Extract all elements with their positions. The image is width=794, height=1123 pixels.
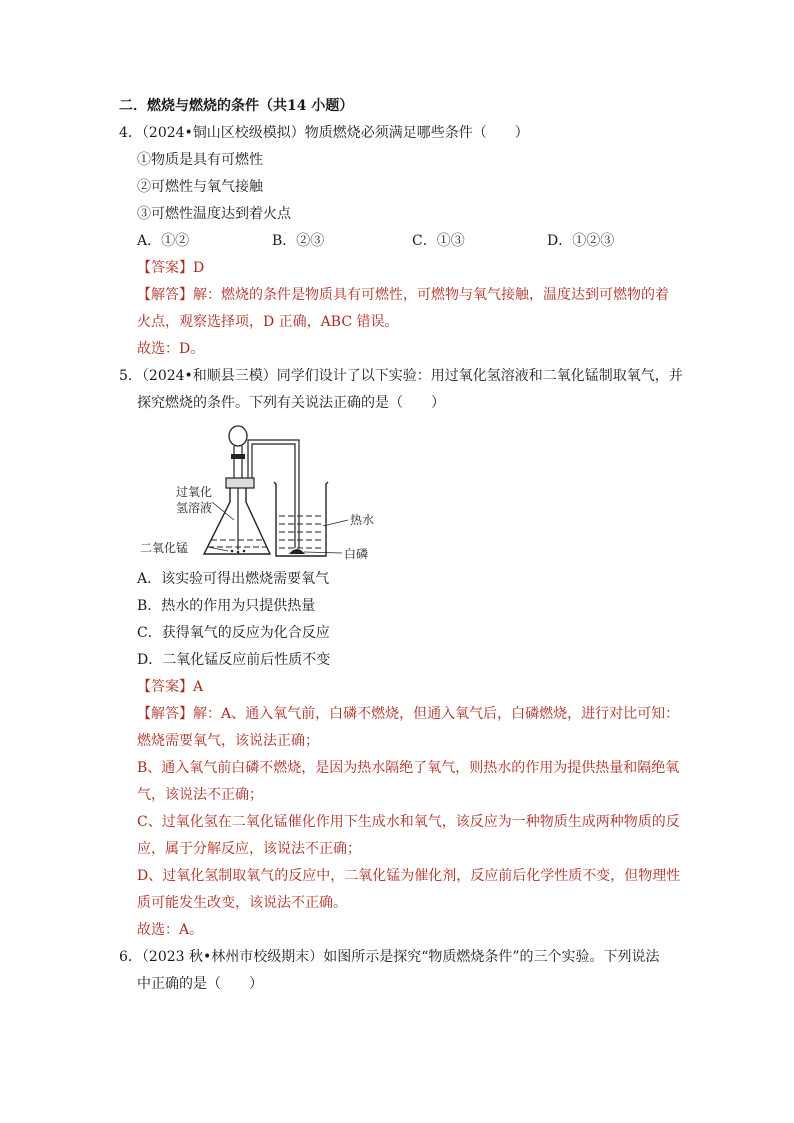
leader-hot-water [323,520,348,526]
q4-conclusion: 故选：D。 [137,341,205,357]
mno2-particle [237,551,240,554]
q5-stem: 5．（2024•和顺县三模）同学们设计了以下实验：用过氧化氢溶液和二氧化锰制取氧气，并 [119,368,683,384]
label-white-phosphorus: 白磷 [344,547,369,561]
q5-explanation: 应，属于分解反应，该说法不正确； [137,841,361,857]
q5-option-b: B．热水的作用为只提供热量 [137,598,316,614]
q4-options [137,232,657,250]
white-phosphorus [289,549,305,554]
leader-mno2 [208,547,228,551]
mno2-particle [243,550,246,553]
label-hot-water: 热水 [350,513,375,527]
q5-explanation: C、过氧化氢在二氧化锰催化作用下生成水和氧气，该反应为一种物质生成两种物质的反 [137,814,680,830]
q5-option-c: C．获得氧气的反应为化合反应 [137,625,330,641]
q5-option-a: A．该实验可得出燃烧需要氧气 [137,571,330,587]
rubber-stopper [226,478,254,488]
leader-white-p [304,552,342,553]
q4-option-d: D．①②③ [547,233,615,249]
q5-option-d: D．二氧化锰反应前后性质不变 [137,652,331,668]
beaker [274,482,328,556]
q6-stem: 6．（2023 秋•林州市校级期末）如图所示是探究“物质燃烧条件”的三个实验。下列说法 [119,949,660,965]
label-mno2: 二氧化锰 [140,541,189,555]
q4-option-a: A．①② [137,233,190,249]
q4-condition: ①物质是具有可燃性 [137,152,263,168]
q5-explanation: 质可能发生改变，该说法不正确。 [137,895,347,911]
q5-explanation: 气，该说法不正确； [137,787,263,803]
mno2-particle [231,550,234,553]
q4-stem: 4．（2024•铜山区校级模拟）物质燃烧必须满足哪些条件（ ） [119,125,529,141]
conical-flask [204,488,270,554]
q5-explanation: 燃烧需要氧气，该说法正确； [137,733,319,749]
experiment-diagram [136,420,396,570]
q5-explanation: B、通入氧气前白磷不燃烧，是因为热水隔绝了氧气，则热水的作用为提供热量和隔绝氧 [137,760,680,776]
label-h2o2: 过氧化 [176,485,213,499]
q4-answer: 【答案】D [137,260,205,276]
q4-condition: ③可燃性温度达到着火点 [137,206,291,222]
q4-condition: ②可燃性与氧气接触 [137,179,263,195]
q4-option-b: B．②③ [272,233,325,249]
funnel-stopcock [231,454,245,459]
q6-stem: 中正确的是（ ） [137,976,263,992]
q5-stem: 探究燃烧的条件。下列有关说法正确的是（ ） [137,395,445,411]
q5-conclusion: 故选：A。 [137,922,204,938]
funnel-bulb [229,426,247,446]
q5-explanation: 【解答】解：A、通入氧气前，白磷不燃烧，但通入氧气后，白磷燃烧，进行对比可知： [137,706,680,722]
q4-explanation: 火点，观察选择项，D 正确，ABC 错误。 [137,314,399,330]
q4-option-c: C．①③ [412,233,465,249]
section-title: 二．燃烧与燃烧的条件（共14 小题） [119,98,354,114]
q5-answer: 【答案】A [137,679,204,695]
label-h2o2: 氢溶液 [176,501,213,515]
q5-explanation: D、过氧化氢制取氧气的反应中，二氧化锰为催化剂，反应前后化学性质不变，但物理性 [137,868,681,884]
q4-explanation: 【解答】解：燃烧的条件是物质具有可燃性，可燃物与氧气接触，温度达到可燃物的着 [137,287,669,303]
